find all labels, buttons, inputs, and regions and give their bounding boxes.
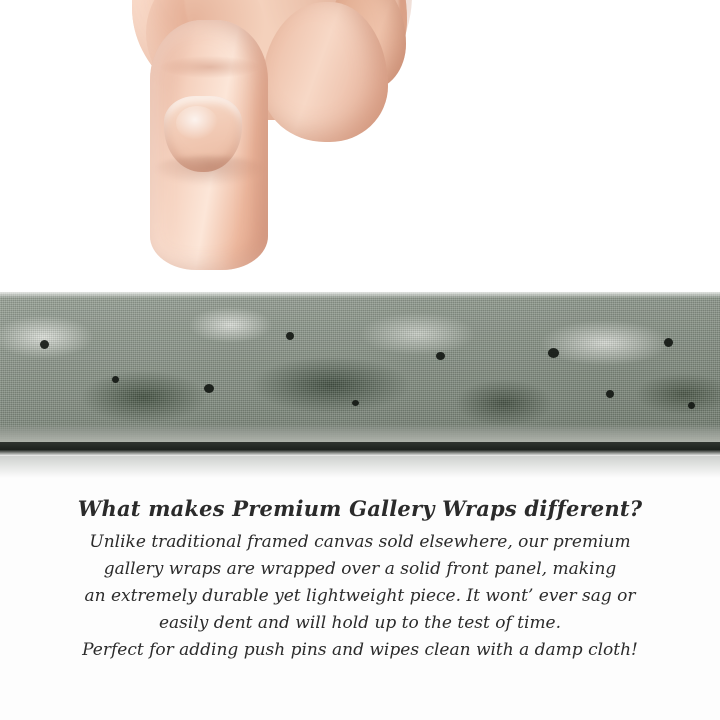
caption-block — [0, 496, 720, 664]
canvas-speck — [40, 340, 49, 349]
canvas-top-edge-highlight — [0, 292, 720, 298]
canvas-speck — [352, 400, 359, 406]
caption-line: gallery wraps are wrapped over a solid front panel, making — [103, 559, 617, 579]
canvas-speck — [286, 332, 294, 340]
canvas-speck — [112, 376, 119, 383]
canvas-speck — [606, 390, 614, 398]
caption-line: Unlike traditional framed canvas sold elsewhere, our premium — [89, 532, 631, 552]
photo-upper-area — [0, 0, 720, 300]
canvas-speck — [204, 384, 214, 393]
canvas-speck — [664, 338, 673, 347]
canvas-speck — [436, 352, 445, 360]
caption-line: an extremely durable yet lightweight piece. It wont’ ever sag or — [84, 586, 636, 606]
canvas-bottom-edge-shade — [0, 424, 720, 442]
hand-pressing-finger — [112, 0, 412, 300]
fingertip-contact-shadow — [152, 156, 266, 186]
canvas-weave-pattern — [0, 292, 720, 442]
canvas-speck — [548, 348, 559, 358]
canvas-wrap-edge — [0, 292, 720, 442]
caption-title: What makes Premium Gallery Wraps different? — [77, 496, 643, 521]
caption-line: Perfect for adding push pins and wipes clean with a damp cloth! — [82, 640, 638, 660]
caption-line: easily dent and will hold up to the test of time. — [158, 613, 562, 633]
finger-crease — [160, 56, 260, 78]
canvas-under-edge — [0, 442, 720, 456]
fingernail-highlight — [176, 106, 218, 140]
canvas-drop-shadow — [0, 456, 720, 478]
canvas-speck — [688, 402, 695, 409]
